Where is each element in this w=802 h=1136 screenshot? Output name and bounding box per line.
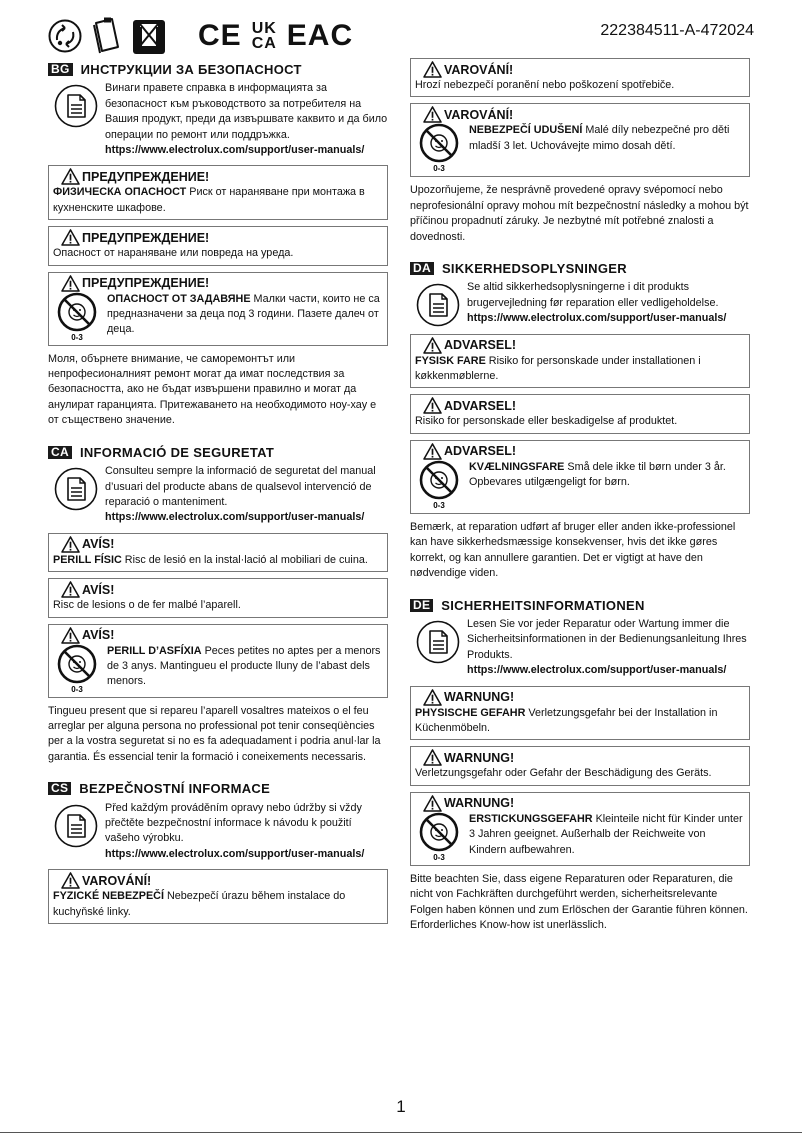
warning-box	[410, 686, 750, 741]
warning-icon	[423, 689, 442, 706]
warning-heading	[423, 337, 745, 354]
warning-icon	[61, 536, 80, 553]
hazard-text: Peces petites no aptes per a menors de 3 anys. Mantingueu el producte lluny de l’abast dels menors.	[107, 644, 381, 688]
page-number: 1	[396, 1097, 406, 1116]
warning-heading	[61, 229, 383, 246]
warning-box	[48, 165, 388, 220]
right-column	[410, 58, 750, 949]
warning-icon	[61, 627, 80, 644]
warning-label: ПРЕДУПРЕЖДЕНИЕ!	[82, 276, 210, 291]
warning-label: ПРЕДУПРЕЖДЕНИЕ!	[82, 230, 210, 245]
warning-text	[53, 553, 383, 568]
warning-box	[48, 624, 388, 698]
lang-code-bg: BG	[48, 63, 73, 76]
manual-icon	[54, 467, 98, 511]
warning-icon	[423, 106, 442, 123]
warning-text	[53, 644, 383, 694]
lang-code-ca: CA	[48, 446, 72, 459]
svg-text:0-3: 0-3	[433, 500, 445, 510]
warning-text	[53, 185, 383, 216]
warning-label: AVÍS!	[82, 628, 115, 643]
section-title-text: ИНСТРУКЦИИ ЗА БЕЗОПАСНОСТ	[80, 62, 302, 77]
warning-label: VAROVÁNÍ!	[82, 873, 152, 888]
warning-heading	[423, 397, 745, 414]
warning-text	[415, 706, 745, 737]
svg-text:0-3: 0-3	[71, 332, 83, 342]
warning-box	[410, 394, 750, 433]
eac-mark: EAC	[286, 19, 354, 52]
section-title-text: INFORMACIÓ DE SEGURETAT	[79, 444, 275, 460]
warning-box	[410, 792, 750, 866]
hazard-text: Малки части, които не са предназначени за деца под 3 години. Пазете далеч от деца.	[107, 292, 380, 336]
svg-text:0-3: 0-3	[433, 164, 445, 174]
warning-label: AVÍS!	[82, 537, 115, 552]
no-small-parts-icon	[55, 644, 99, 694]
warning-label: AVÍS!	[82, 582, 115, 597]
warning-text	[415, 460, 745, 510]
warning-text: Verletzungsgefahr oder Gefahr der Beschädigung des Geräts.	[415, 767, 712, 780]
section-title-bg	[48, 62, 388, 77]
warning-box	[48, 869, 388, 924]
warning-icon	[423, 443, 442, 460]
warning-label: WARNUNG!	[444, 750, 515, 765]
note-paragraph: Моля, обърнете внимание, че саморемонтът или непрофесионалният ремонт могат да имат последствия за безопасността, ако не бъдат извършени правилно и могат да анулират гаранцията. Притежаването на необходимото ноу-хау е от съществено значение.	[48, 352, 377, 427]
manuals-url[interactable]: https://www.electrolux.com/support/user-manuals/	[105, 511, 365, 524]
intro-de	[410, 617, 750, 679]
svg-text:0-3: 0-3	[71, 684, 83, 694]
section-title-de	[410, 598, 750, 613]
bin-icon	[132, 17, 166, 55]
section-title-da	[410, 261, 750, 276]
hazard-label: ФИЗИЧЕСКА ОПАСНОСТ	[53, 186, 187, 199]
no-small-parts-icon	[417, 460, 461, 510]
section-title-text: SICHERHEITSINFORMATIONEN	[441, 597, 645, 613]
warning-label: ADVARSEL!	[444, 398, 516, 413]
manual-icon	[54, 84, 98, 128]
document-id: 222384511-A-472024	[600, 22, 754, 39]
manual-icon	[54, 804, 98, 848]
intro-da	[410, 280, 750, 326]
ce-mark: CE	[198, 19, 242, 52]
warning-heading	[423, 749, 745, 766]
warning-box	[48, 272, 388, 346]
warning-box	[410, 440, 750, 514]
warning-box	[48, 578, 388, 617]
intro-bg	[48, 81, 388, 158]
hazard-label: PERILL FÍSIC	[53, 553, 122, 566]
warning-box	[410, 58, 750, 97]
hazard-text: Små dele ikke til børn under 3 år. Opbevares utilgængeligt for børn.	[469, 460, 726, 489]
warning-heading	[423, 106, 745, 123]
intro-text: Se altid sikkerhedsoplysningerne i dit produkts brugervejledning før reparation eller vedligeholdelse.	[467, 281, 719, 309]
warning-label: WARNUNG!	[444, 796, 515, 811]
hazard-text: Kleinteile nicht für Kinder unter 3 Jahren geeignet. Außerhalb der Reichweite von Kindern aufbewahren.	[469, 812, 743, 856]
manuals-url[interactable]: https://www.electrolux.com/support/user-manuals/	[467, 664, 727, 677]
warning-label: WARNUNG!	[444, 690, 515, 705]
hazard-text: Риск от нараняване при монтажа в кухненските шкафове.	[53, 186, 365, 214]
warning-text	[53, 292, 383, 342]
note-paragraph: Tingueu present que si repareu l’aparell vosaltres mateixos o el feu arreglar per alguna persona no professional pot tenir conseqüències per a la vostra seguretat si no es fa adequadament i podria anul·lar la garantia. És essencial tenir la formació i coneixements necessaris.	[48, 704, 381, 763]
manuals-url[interactable]: https://www.electrolux.com/support/user-manuals/	[105, 144, 365, 157]
hazard-text: Nebezpečí úrazu během instalace do kuchyňské linky.	[53, 890, 346, 918]
left-column	[48, 58, 388, 930]
intro-ca	[48, 464, 388, 526]
warning-icon	[423, 397, 442, 414]
warning-icon	[61, 229, 80, 246]
hazard-text: Risc de lesió en la instal·lació al mobiliari de cuina.	[121, 553, 368, 566]
manual-icon	[92, 17, 122, 55]
hazard-label: FYZICKÉ NEBEZPEČÍ	[53, 890, 164, 903]
warning-heading	[423, 443, 745, 460]
hazard-text: Verletzungsgefahr bei der Installation in Küchenmöbeln.	[415, 706, 718, 734]
warning-icon	[61, 168, 80, 185]
hazard-label: FYSISK FARE	[415, 354, 486, 367]
warning-heading	[61, 872, 383, 889]
warning-heading	[423, 795, 745, 812]
hazard-label: ОПАСНОСТ ОТ ЗАДАВЯНЕ	[107, 292, 251, 305]
ukca-mark-top: UK	[251, 20, 277, 37]
section-title-ca	[48, 445, 388, 460]
intro-cs	[48, 801, 388, 863]
hazard-label: PERILL D’ASFÍXIA	[107, 644, 202, 657]
warning-text: Risc de lesions o de fer malbé l’aparell.	[53, 599, 241, 612]
warning-label: ADVARSEL!	[444, 444, 516, 459]
warning-heading	[61, 275, 383, 292]
warning-label: ADVARSEL!	[444, 338, 516, 353]
note-paragraph: Bemærk, at reparation udført af bruger eller anden ikke-professionel kan have sikkerhedsmæssige konsekvenser, hvis det ikke gøres korrekt, og kan annullere garantien. Det er vigtigt at have den nødvendige viden.	[410, 520, 736, 580]
warning-icon	[61, 872, 80, 889]
warning-text: Risiko for personskade eller beskadigelse af produktet.	[415, 415, 678, 428]
hazard-label: PHYSISCHE GEFAHR	[415, 706, 526, 719]
warning-icon	[61, 275, 80, 292]
header-icon-row	[48, 14, 353, 58]
warning-text: Hrozí nebezpečí poranění nebo poškození spotřebiče.	[415, 79, 675, 91]
warning-icon	[423, 61, 442, 78]
intro-text: Před každým prováděním opravy nebo údržby si vždy přečtěte bezpečnostní informace k návodu k použití vašeho výrobku.	[105, 801, 362, 845]
warning-text	[53, 889, 383, 920]
page-bottom-rule	[0, 1132, 802, 1133]
warning-text: Опасност от нараняване или повреда на уреда.	[53, 247, 294, 260]
no-small-parts-icon	[417, 812, 461, 862]
manual-icon	[416, 620, 460, 664]
warning-heading	[423, 61, 745, 78]
manuals-url[interactable]: https://www.electrolux.com/support/user-manuals/	[467, 312, 727, 325]
no-small-parts-icon	[55, 292, 99, 342]
warning-text	[415, 123, 745, 173]
section-title-cs	[48, 781, 388, 796]
no-small-parts-icon	[417, 123, 461, 173]
hazard-text: Risiko for personskade under installationen i køkkenmøblerne.	[415, 354, 701, 383]
ukca-mark	[252, 21, 277, 51]
warning-label: ПРЕДУПРЕЖДЕНИЕ!	[82, 169, 210, 184]
intro-text: Lesen Sie vor jeder Reparatur oder Wartung immer die Sicherheitsinformationen in der Bedienungsanleitung Ihres Produkts.	[467, 617, 747, 661]
warning-box	[48, 533, 388, 572]
warning-box	[410, 334, 750, 389]
intro-text: Винаги правете справка в информацията за безопасност към ръководството за потребителя на Вашия продукт, преди да извършвате каквито и да било операции по ремонт или поддръжка.	[105, 82, 388, 141]
warning-heading	[61, 536, 383, 553]
warning-heading	[61, 581, 383, 598]
warning-box	[410, 103, 750, 177]
manual-icon	[416, 283, 460, 327]
svg-text:0-3: 0-3	[433, 852, 445, 862]
hazard-label: KVÆLNINGSFARE	[469, 460, 565, 473]
section-title-text: SIKKERHEDSOPLYSNINGER	[441, 261, 627, 277]
hazard-text: Malé díly nebezpečné pro děti mladší 3 let. Uchovávejte mimo dosah dětí.	[469, 124, 730, 152]
ukca-mark-bottom: CA	[251, 35, 277, 52]
hazard-label: ERSTICKUNGSGEFAHR	[469, 812, 593, 825]
warning-icon	[61, 581, 80, 598]
lang-code-de: DE	[410, 599, 433, 612]
warning-heading	[423, 689, 745, 706]
lang-code-da: DA	[410, 262, 434, 275]
warning-label: VAROVÁNÍ!	[444, 107, 514, 122]
warning-icon	[423, 749, 442, 766]
note-paragraph: Upozorňujeme, že nesprávně provedené opravy svépomocí nebo neprofesionální opravy mohou mít bezpečnostní následky a mohou být příčinou propadnutí záruky. Je nezbytné mít potřebné znalosti a dovednosti.	[410, 184, 749, 243]
warning-text	[415, 354, 745, 385]
intro-text: Consulteu sempre la informació de seguretat del manual d’usuari del producte abans de qualsevol intervenció de reparació o manteniment.	[105, 465, 376, 508]
note-paragraph: Bitte beachten Sie, dass eigene Reparaturen oder Reparaturen, die nicht von Fachkräften durchgeführt werden, sicherheitsrelevante Folgen haben können und zum Erlöschen der Garantie führen können. Erforderliches Know-how ist unerlässlich.	[410, 872, 748, 931]
manuals-url[interactable]: https://www.electrolux.com/support/user-manuals/	[105, 847, 365, 860]
warning-icon	[423, 337, 442, 354]
section-title-text: BEZPEČNOSTNÍ INFORMACE	[79, 781, 271, 797]
warning-label: VAROVÁNÍ!	[444, 62, 514, 77]
recycle-icon	[48, 19, 82, 53]
warning-heading	[61, 168, 383, 185]
hazard-label: NEBEZPEČÍ UDUŠENÍ	[469, 124, 583, 137]
warning-text	[415, 812, 745, 862]
warning-icon	[423, 795, 442, 812]
warning-box	[48, 226, 388, 265]
lang-code-cs: CS	[48, 782, 71, 795]
warning-box	[410, 746, 750, 785]
warning-heading	[61, 627, 383, 644]
